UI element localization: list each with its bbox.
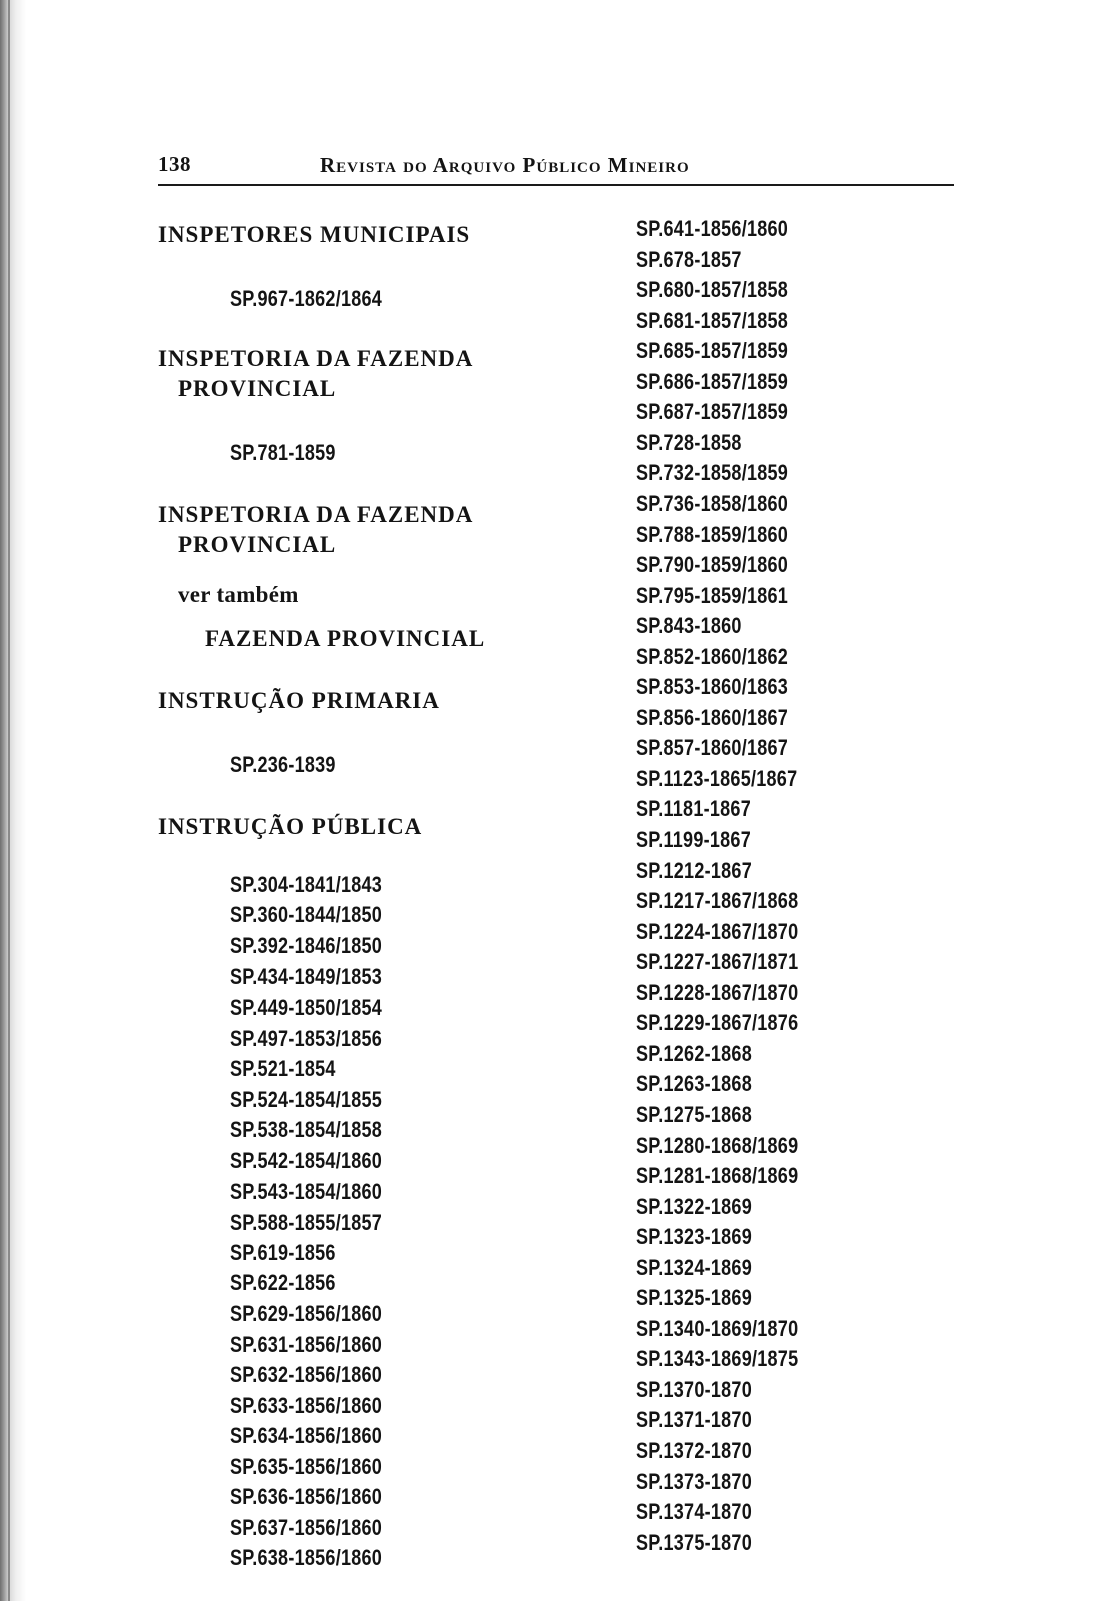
cross-reference: FAZENDA PROVINCIAL <box>205 626 486 651</box>
running-title: Revista do Arquivo Público Mineiro <box>320 153 690 177</box>
index-entry: SP.736-1858/1860 <box>636 490 789 516</box>
index-entry: SP.1372-1870 <box>636 1438 752 1463</box>
index-entry: SP.686-1857/1859 <box>636 368 789 394</box>
index-entry: SP.622-1856 <box>230 1270 336 1295</box>
index-entry: SP.1229-1867/1876 <box>636 1010 799 1036</box>
index-entry: SP.781-1859 <box>230 440 336 465</box>
index-entry: SP.542-1854/1860 <box>230 1148 383 1173</box>
binding-edge <box>8 0 10 1601</box>
index-entry: SP.1123-1865/1867 <box>636 765 798 791</box>
index-entry: SP.1224-1867/1870 <box>636 918 799 944</box>
index-entry: SP.1217-1867/1868 <box>636 888 799 914</box>
index-entry: SP.1181-1867 <box>636 796 751 822</box>
index-entry: SP.497-1853/1856 <box>230 1026 383 1051</box>
index-entry: SP.434-1849/1853 <box>230 964 383 989</box>
index-heading: INSTRUÇÃO PÚBLICA <box>158 814 423 839</box>
index-entry: SP.856-1860/1867 <box>636 704 789 730</box>
index-entry: SP.1325-1869 <box>636 1285 752 1311</box>
index-entry: SP.634-1856/1860 <box>230 1423 383 1448</box>
index-entry: SP.1370-1870 <box>636 1376 752 1402</box>
index-heading: INSPETORIA DA FAZENDA <box>158 502 474 527</box>
index-entry: SP.1322-1869 <box>636 1193 752 1219</box>
index-entry: SP.636-1856/1860 <box>230 1484 383 1509</box>
index-entry: SP.1373-1870 <box>636 1468 752 1494</box>
index-heading: INSTRUÇÃO PRIMARIA <box>158 688 440 713</box>
index-entry: SP.1375-1870 <box>636 1529 752 1555</box>
index-entry: SP.967-1862/1864 <box>230 286 383 311</box>
index-entry: SP.852-1860/1862 <box>636 643 789 669</box>
index-entry: SP.1280-1868/1869 <box>636 1132 799 1158</box>
index-entry: SP.788-1859/1860 <box>636 521 789 547</box>
page-number: 138 <box>158 152 191 176</box>
page-header <box>158 152 954 186</box>
index-heading: INSPETORES MUNICIPAIS <box>158 222 471 247</box>
index-entry: SP.638-1856/1860 <box>230 1545 383 1570</box>
index-entry: SP.538-1854/1858 <box>230 1117 383 1142</box>
index-entry: SP.1324-1869 <box>636 1254 752 1280</box>
index-entry: SP.543-1854/1860 <box>230 1179 383 1204</box>
index-entry: SP.687-1857/1859 <box>636 399 789 425</box>
index-entry: SP.1262-1868 <box>636 1040 752 1066</box>
index-entry: SP.641-1856/1860 <box>636 216 789 241</box>
index-entry: SP.732-1858/1859 <box>636 460 789 486</box>
index-entry: SP.1227-1867/1871 <box>636 949 799 975</box>
index-heading: INSPETORIA DA FAZENDA <box>158 346 474 371</box>
index-entry: SP.392-1846/1850 <box>230 933 383 958</box>
index-entry: SP.632-1856/1860 <box>230 1362 383 1387</box>
index-entry: SP.680-1857/1858 <box>636 277 789 303</box>
index-entry: SP.304-1841/1843 <box>230 872 383 897</box>
index-entry: SP.795-1859/1861 <box>636 582 789 608</box>
index-entry: SP.449-1850/1854 <box>230 995 383 1020</box>
index-entry: SP.1263-1868 <box>636 1071 752 1097</box>
index-entry: SP.633-1856/1860 <box>230 1393 383 1418</box>
index-entry: SP.637-1856/1860 <box>230 1515 383 1540</box>
index-heading-continuation: PROVINCIAL <box>178 532 337 557</box>
index-entry: SP.1228-1867/1870 <box>636 979 799 1005</box>
index-entry: SP.843-1860 <box>636 613 742 639</box>
index-entry: SP.1281-1868/1869 <box>636 1163 799 1189</box>
see-also-note: ver também <box>178 582 299 607</box>
index-heading-continuation: PROVINCIAL <box>178 376 337 401</box>
index-entry: SP.1275-1868 <box>636 1101 752 1127</box>
index-entry: SP.728-1858 <box>636 429 742 455</box>
index-entry: SP.236-1839 <box>230 752 336 777</box>
index-entry: SP.857-1860/1867 <box>636 735 789 761</box>
index-entry: SP.629-1856/1860 <box>230 1301 383 1326</box>
index-entry: SP.1371-1870 <box>636 1407 752 1433</box>
index-entry: SP.1323-1869 <box>636 1224 752 1250</box>
index-entry: SP.524-1854/1855 <box>230 1087 383 1112</box>
index-entry: SP.588-1855/1857 <box>230 1210 383 1235</box>
index-entry: SP.619-1856 <box>230 1240 336 1265</box>
index-entry: SP.678-1857 <box>636 246 742 272</box>
index-entry: SP.1343-1869/1875 <box>636 1346 799 1372</box>
index-entry: SP.1199-1867 <box>636 827 751 852</box>
index-entry: SP.1340-1869/1870 <box>636 1315 799 1341</box>
index-entry: SP.853-1860/1863 <box>636 674 789 700</box>
book-spine-shadow <box>0 0 26 1601</box>
index-entry: SP.1212-1867 <box>636 857 752 883</box>
index-entry: SP.1374-1870 <box>636 1499 752 1525</box>
index-entry: SP.790-1859/1860 <box>636 552 789 578</box>
index-entry: SP.635-1856/1860 <box>230 1454 383 1479</box>
index-entry: SP.360-1844/1850 <box>230 902 383 927</box>
index-entry: SP.631-1856/1860 <box>230 1332 383 1357</box>
index-entry: SP.521-1854 <box>230 1056 336 1081</box>
index-entry: SP.681-1857/1858 <box>636 307 789 333</box>
index-entry: SP.685-1857/1859 <box>636 338 789 364</box>
